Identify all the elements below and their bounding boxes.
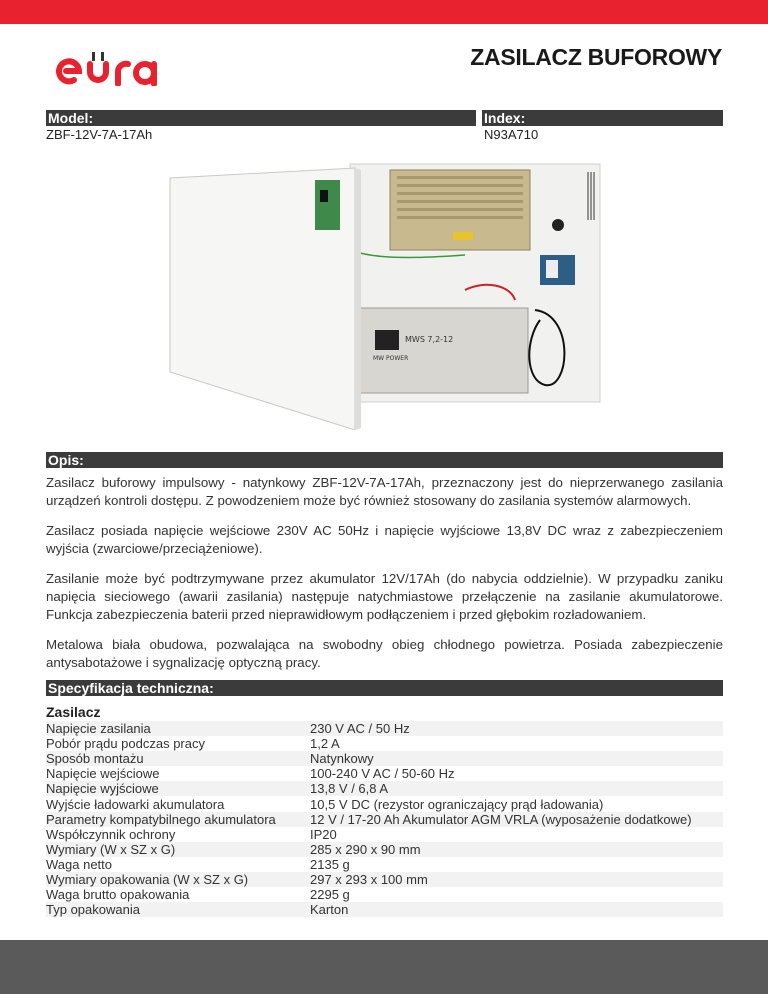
description-paragraph-2: Zasilacz posiada napięcie wejściowe 230V AC 50Hz i napięcie wyjściowe 13,8V DC wraz z zabezpieczeniem wyjścia (zwarciowe/przeciążeniowe). bbox=[46, 523, 723, 556]
spec-value: 100-240 V AC / 50-60 Hz bbox=[310, 766, 455, 782]
spec-value: 10,5 V DC (rezystor ograniczający prąd ładowania) bbox=[310, 796, 604, 812]
spec-group-heading: Zasilacz bbox=[46, 704, 101, 720]
spec-row bbox=[46, 736, 723, 751]
spec-key: Wymiary (W x SZ x G) bbox=[46, 842, 310, 857]
spec-key: Współczynnik ochrony bbox=[46, 826, 176, 842]
product-photo bbox=[165, 160, 605, 430]
spec-row bbox=[46, 827, 723, 842]
spec-row bbox=[46, 796, 723, 811]
spec-key: Parametry kompatybilnego akumulatora bbox=[46, 812, 310, 827]
description-paragraph-3: Zasilanie może być podtrzymywane przez akumulator 12V/17Ah (do nabycia oddzielnie). W przypadku zaniku napięcia sieciowego (awarii zasilania) następuje natychmiastowe przełączenie na zasilanie akumulatorowe. Funkcja zabezpieczenia baterii przed nieprawidłowym podłączeniem i przed głębokim rozładowaniem. bbox=[46, 571, 723, 622]
spec-key: Waga brutto opakowania bbox=[46, 887, 190, 903]
spec-row bbox=[46, 721, 723, 736]
opis-bar bbox=[46, 452, 723, 468]
eura-logo bbox=[52, 50, 162, 86]
spec-row bbox=[46, 812, 723, 827]
spec-key: Napięcie zasilania bbox=[46, 721, 310, 736]
model-label-bar bbox=[46, 110, 476, 126]
spec-value: 2135 g bbox=[310, 856, 350, 872]
battery-model-text: MWS 7,2-12 bbox=[405, 335, 454, 344]
spec-value: Karton bbox=[310, 902, 723, 917]
description-paragraph-1: Zasilacz buforowy impulsowy - natynkowy ZBF-12V-7A-17Ah, przeznaczony jest do nieprzerwanego zasilania urządzeń kontroli dostępu. Z powodzeniem może być również stosowany do zasilania systemów alarmowych. bbox=[46, 475, 723, 508]
spec-value: 230 V AC / 50 Hz bbox=[310, 721, 723, 736]
index-value: N93A710 bbox=[484, 127, 539, 142]
spec-value: Natynkowy bbox=[310, 751, 723, 766]
spec-table bbox=[46, 721, 723, 917]
spec-value: 2295 g bbox=[310, 887, 350, 903]
spec-row bbox=[46, 781, 723, 796]
spec-key: Waga netto bbox=[46, 856, 113, 872]
opis-label: Opis: bbox=[48, 452, 84, 468]
spec-key: Napięcie wejściowe bbox=[46, 766, 160, 782]
spec-value: 1,2 A bbox=[310, 736, 340, 752]
model-label: Model: bbox=[48, 110, 94, 126]
spec-row bbox=[46, 872, 723, 887]
document-title: ZASILACZ BUFOROWY bbox=[470, 44, 722, 70]
spec-value: 297 x 293 x 100 mm bbox=[310, 872, 723, 887]
spec-label: Specyfikacja techniczna: bbox=[48, 680, 214, 696]
spec-value: 285 x 290 x 90 mm bbox=[310, 842, 723, 857]
index-label: Index: bbox=[484, 110, 526, 126]
spec-row bbox=[46, 902, 723, 917]
spec-key: Wyjście ładowarki akumulatora bbox=[46, 796, 225, 812]
spec-row bbox=[46, 842, 723, 857]
spec-row bbox=[46, 766, 723, 781]
spec-row bbox=[46, 887, 723, 902]
bottom-footer-band bbox=[0, 940, 768, 994]
spec-key: Wymiary opakowania (W x SZ x G) bbox=[46, 872, 310, 887]
model-value: ZBF-12V-7A-17Ah bbox=[46, 127, 153, 142]
spec-value: IP20 bbox=[310, 826, 337, 842]
spec-key: Sposób montażu bbox=[46, 751, 310, 766]
top-red-band bbox=[0, 0, 768, 24]
spec-bar bbox=[46, 680, 723, 696]
description-paragraph-4: Metalowa biała obudowa, pozwalająca na swobodny obieg chłodnego powietrza. Posiada zabezpieczenie antysabotażowe i sygnalizację optyczną pracy. bbox=[46, 637, 723, 670]
index-label-bar bbox=[482, 110, 723, 126]
spec-key: Napięcie wyjściowe bbox=[46, 781, 310, 796]
battery-brand-text: MW POWER bbox=[373, 355, 409, 362]
spec-row bbox=[46, 751, 723, 766]
spec-key: Pobór prądu podczas pracy bbox=[46, 736, 205, 752]
spec-value: 13,8 V / 6,8 A bbox=[310, 781, 723, 796]
spec-row bbox=[46, 857, 723, 872]
spec-value: 12 V / 17-20 Ah Akumulator AGM VRLA (wyposażenie dodatkowe) bbox=[310, 812, 723, 827]
spec-key: Typ opakowania bbox=[46, 902, 310, 917]
